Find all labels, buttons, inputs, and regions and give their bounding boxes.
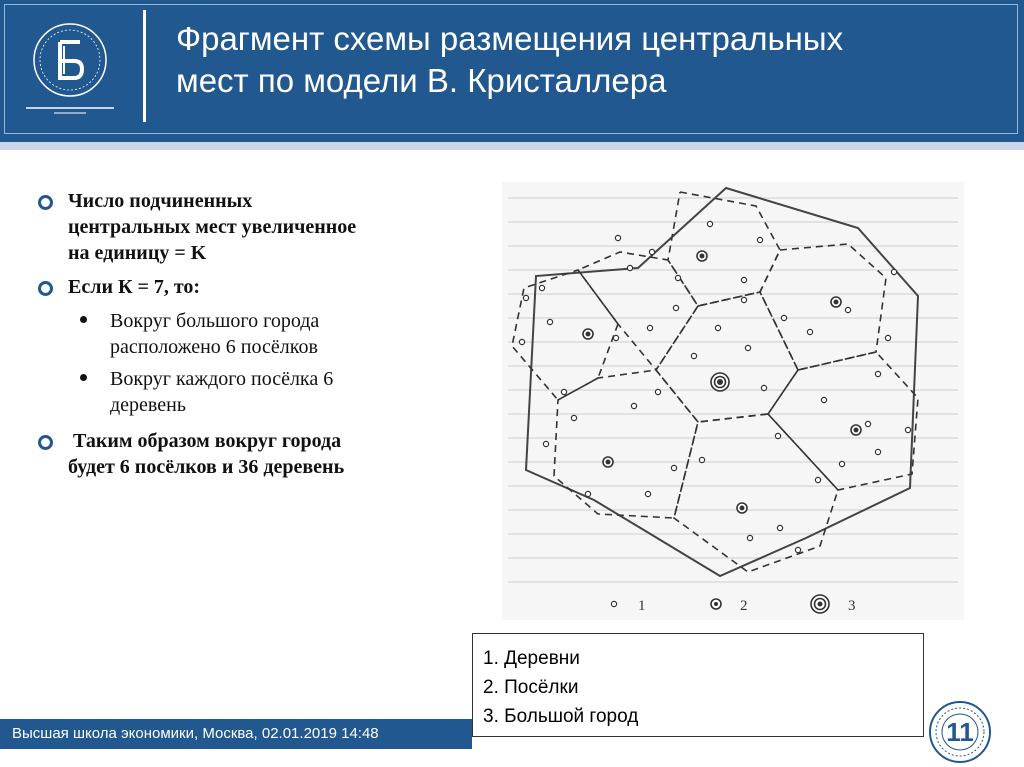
bullet-text: на единицу = K bbox=[68, 242, 207, 264]
bullet-item bbox=[36, 188, 466, 266]
sub-bullet-text: Вокруг каждого посёлка 6 bbox=[110, 368, 334, 390]
footer-bar bbox=[0, 719, 472, 749]
sub-bullet-item bbox=[36, 308, 466, 360]
city-mark bbox=[711, 373, 729, 391]
bullet-text: Число подчиненных bbox=[68, 190, 253, 212]
bullet-text: Таким образом вокруг города bbox=[68, 430, 342, 452]
bullet-item bbox=[36, 274, 466, 300]
dot-bullet-icon bbox=[80, 374, 87, 381]
title-line-2: мест по модели В. Кристаллера bbox=[176, 62, 667, 99]
ring-bullet-icon bbox=[38, 195, 53, 210]
header-divider bbox=[143, 10, 146, 122]
legend-item-settlements: 2. Посёлки bbox=[483, 677, 579, 698]
bullet-item bbox=[36, 428, 466, 480]
footer-timestamp: 02.01.2019 14:48 bbox=[261, 725, 379, 742]
sub-bullet-text: расположено 6 посёлков bbox=[110, 336, 318, 358]
page-title bbox=[176, 18, 996, 102]
legend-label-1: 1 bbox=[638, 598, 646, 614]
slide-number: 11 bbox=[946, 717, 974, 747]
bullet-text: Если К = 7, то: bbox=[68, 276, 201, 298]
legend-label-2: 2 bbox=[740, 598, 748, 614]
header-underline bbox=[0, 142, 1024, 150]
christaller-diagram bbox=[498, 178, 968, 624]
diagram-background bbox=[502, 182, 964, 620]
title-line-1: Фрагмент схемы размещения центральных bbox=[176, 20, 844, 57]
footer-text bbox=[12, 724, 379, 744]
legend-item-villages: 1. Деревни bbox=[483, 648, 580, 669]
sub-bullet-item bbox=[36, 366, 466, 418]
legend-label-3: 3 bbox=[848, 598, 856, 614]
slide-header bbox=[0, 0, 1024, 142]
legend-box bbox=[472, 633, 924, 737]
footer-org: Высшая школа экономики, Москва, bbox=[12, 725, 262, 742]
hse-logo-icon bbox=[24, 16, 116, 116]
legend-village-mark bbox=[611, 601, 616, 606]
dot-bullet-icon bbox=[80, 316, 87, 323]
bullet-list bbox=[36, 188, 466, 488]
legend-item-big-city: 3. Большой город bbox=[483, 706, 639, 727]
sub-bullet-text: деревень bbox=[110, 394, 186, 416]
ring-bullet-icon bbox=[38, 435, 53, 450]
sub-bullet-text: Вокруг большого города bbox=[110, 310, 320, 332]
bullet-text: будет 6 посёлков и 36 деревень bbox=[68, 456, 345, 478]
ring-bullet-icon bbox=[38, 281, 53, 296]
bullet-text: центральных мест увеличенное bbox=[68, 216, 357, 238]
